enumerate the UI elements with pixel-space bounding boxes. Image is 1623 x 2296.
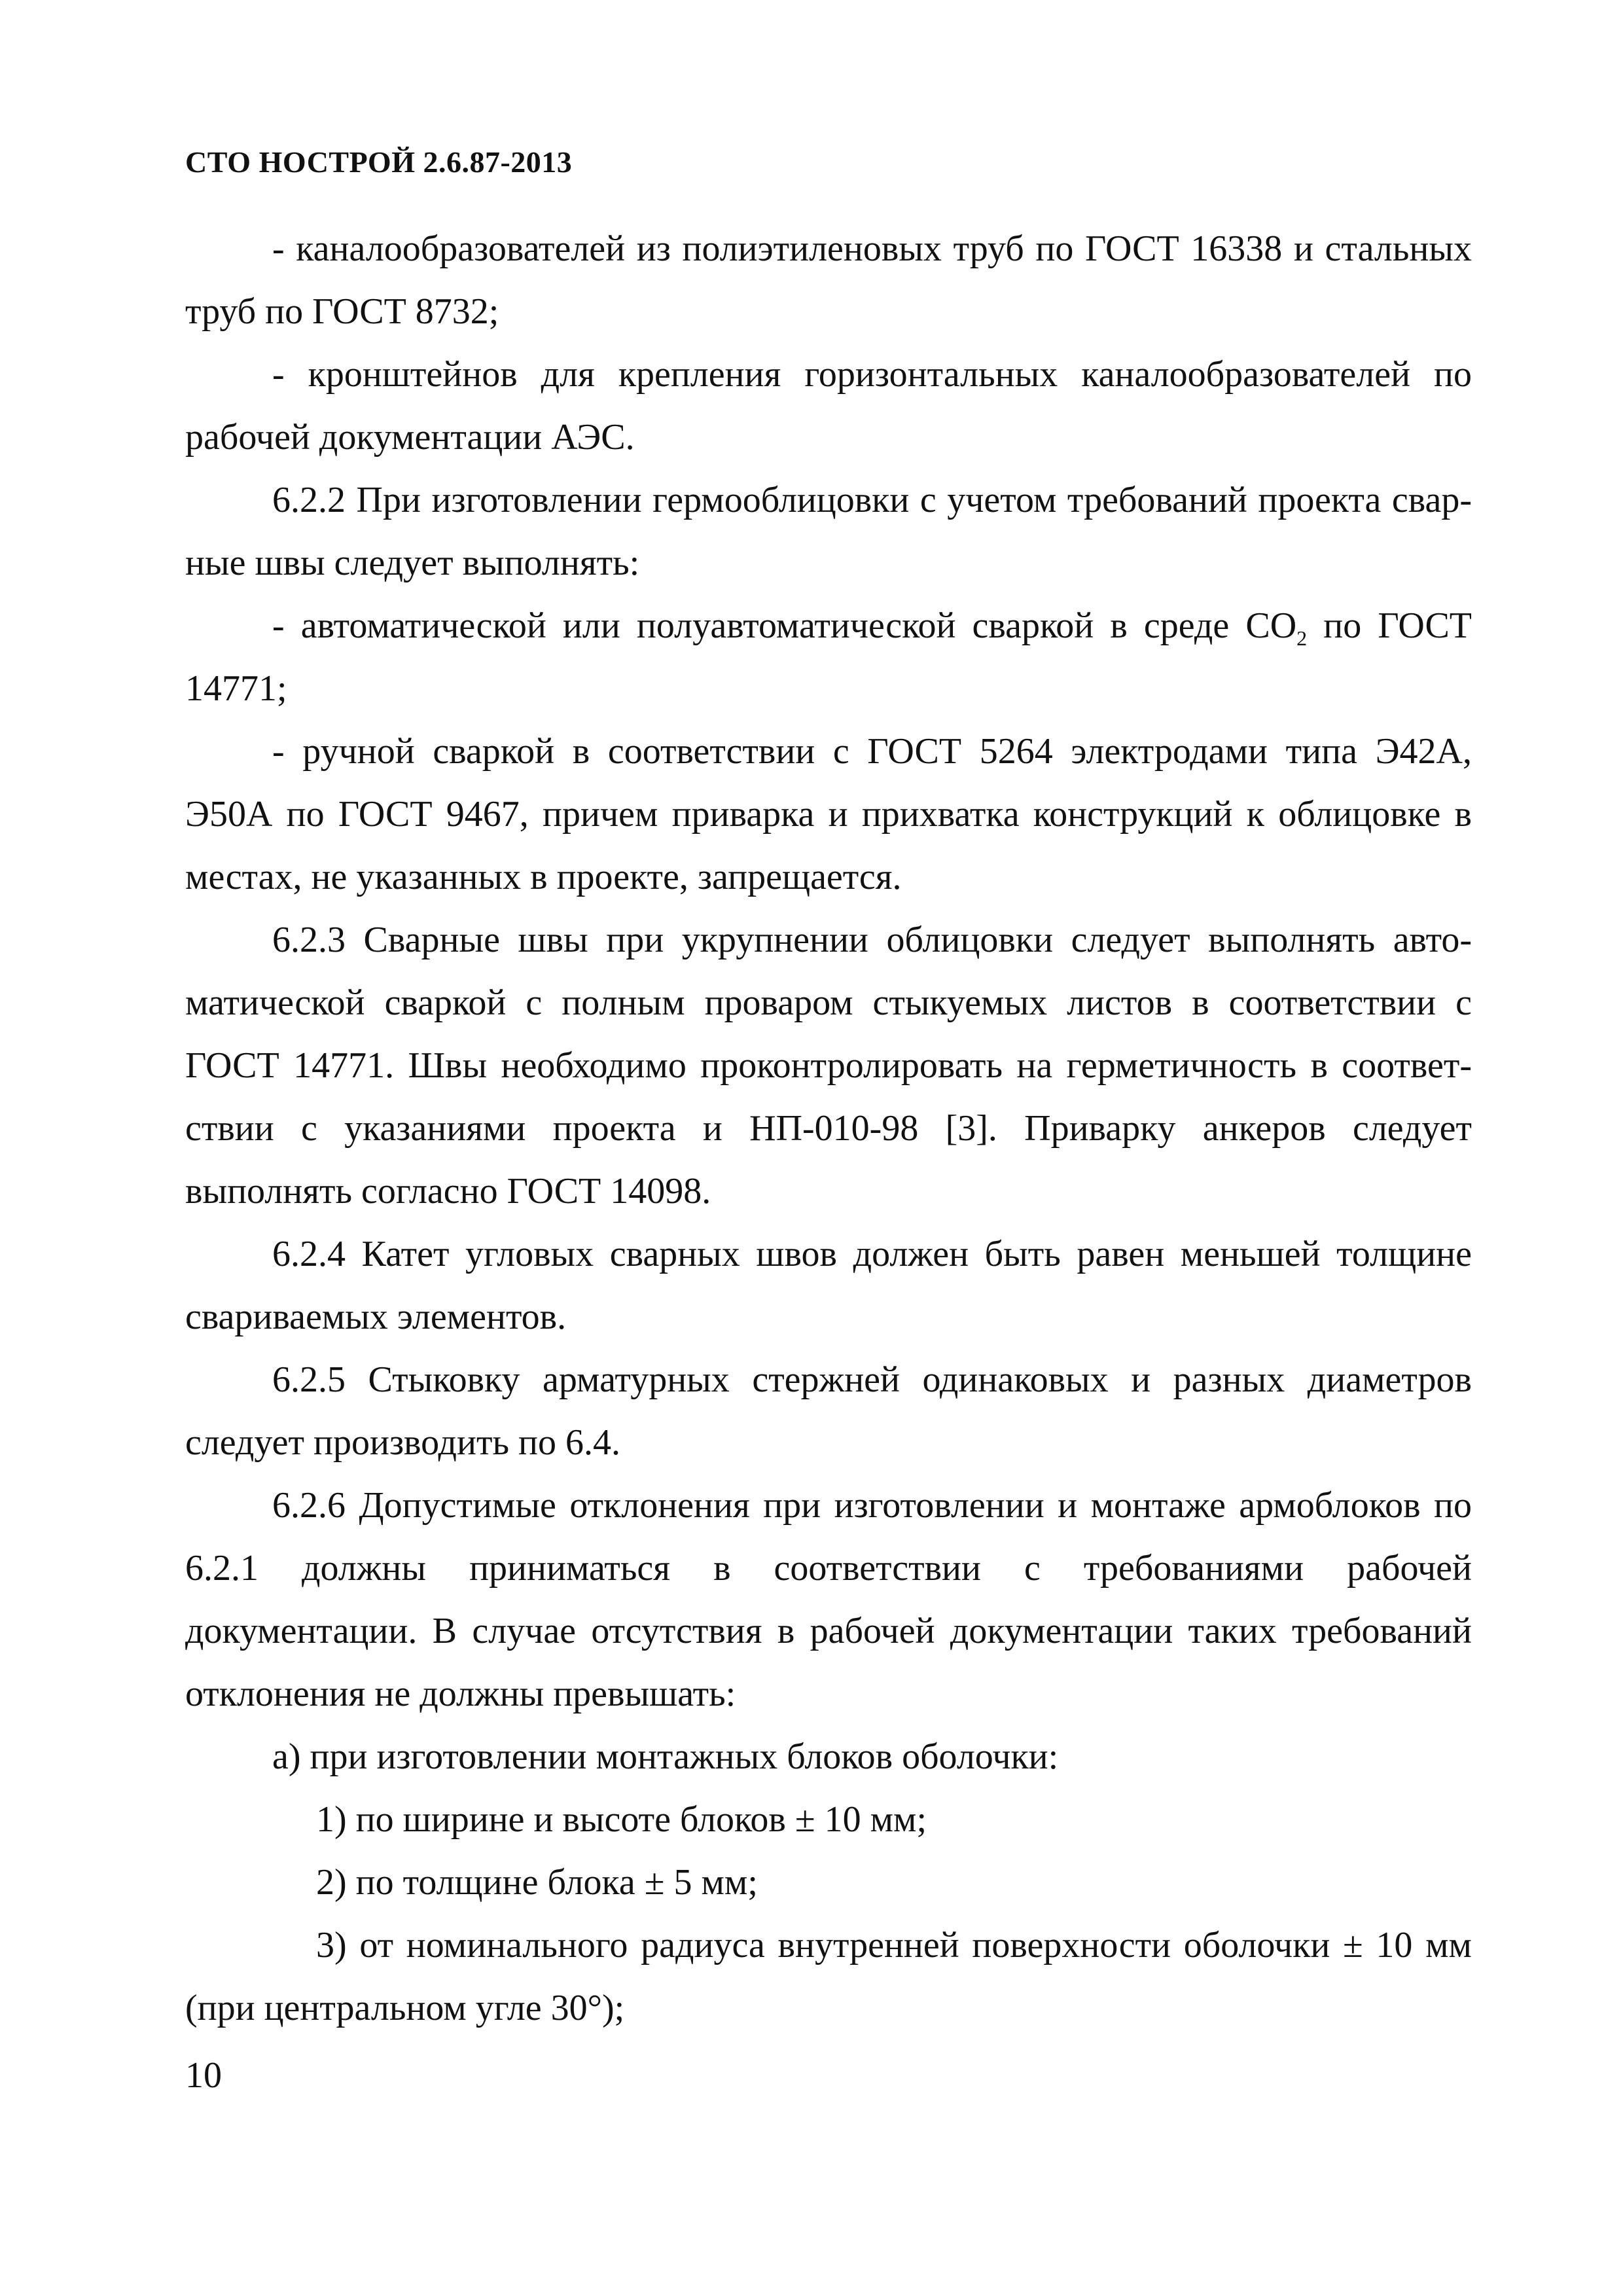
list-item-2: 2) по толщине блока ± 5 мм; <box>316 1862 758 1903</box>
list-item-3: 3) от номинального радиуса внутренней поверхности оболочки ± 10 мм (при центральном угле 30°); <box>185 1925 1472 2028</box>
paragraph-6-2-5: 6.2.5 Стыковку арматурных стержней одинаковых и разных диаметров следует производить по 6.4. <box>185 1359 1472 1463</box>
paragraph-manual-welding: - ручной сваркой в соответствии с ГОСТ 5264 электродами типа Э42А, Э50А по ГОСТ 9467, причем приварка и прихватка конструкций к облицовке в местах, не указанных в проекте, запрещается. <box>185 731 1472 897</box>
paragraph-6-2-4: 6.2.4 Катет угловых сварных швов должен быть равен меньшей толщине свариваемых элементов. <box>185 1234 1472 1337</box>
paragraph-6-2-6: 6.2.6 Допустимые отклонения при изготовлении и монтаже армоблоков по 6.2.1 должны приниматься в соответствии с требованиями рабочей документации. В случае отсутствия в рабочей документации таких требований отклонения не должны превышать: <box>185 1485 1472 1714</box>
automatic-welding-text: - автоматической или полуавтоматической сваркой в среде CO <box>272 605 1297 646</box>
paragraph-pipes: - каналообразователей из полиэтиленовых труб по ГОСТ 16338 и стальных труб по ГОСТ 8732; <box>185 228 1472 332</box>
paragraph-brackets: - кронштейнов для крепления горизонтальных каналообразователей по рабочей документации АЭС. <box>185 354 1472 457</box>
paragraph-6-2-3: 6.2.3 Сварные швы при укрупнении облицовки следует выполнять автоматической сваркой с полным проваром стыкуемых листов в соответствии с ГОСТ 14771. Швы необходимо проконтролировать на герметичность в соответствии с указаниями проекта и НП-010-98 [3]. Приварку анкеров следует выполнять согласно ГОСТ 14098. <box>185 920 1472 1211</box>
page-number: 10 <box>185 2055 222 2096</box>
paragraph-6-2-2: 6.2.2 При изготовлении гермооблицовки с учетом требований проекта сварные швы следует выполнять: <box>185 480 1472 583</box>
co2-subscript: 2 <box>1296 626 1308 650</box>
list-item-1: 1) по ширине и высоте блоков ± 10 мм; <box>316 1799 927 1840</box>
document-header: СТО НОСТРОЙ 2.6.87-2013 <box>185 145 573 179</box>
paragraph-automatic-welding <box>185 594 1472 720</box>
list-item-a: а) при изготовлении монтажных блоков оболочки: <box>272 1736 1059 1777</box>
document-body <box>185 217 1472 2039</box>
automatic-welding-tail: по ГОСТ 14771; <box>185 605 1472 709</box>
